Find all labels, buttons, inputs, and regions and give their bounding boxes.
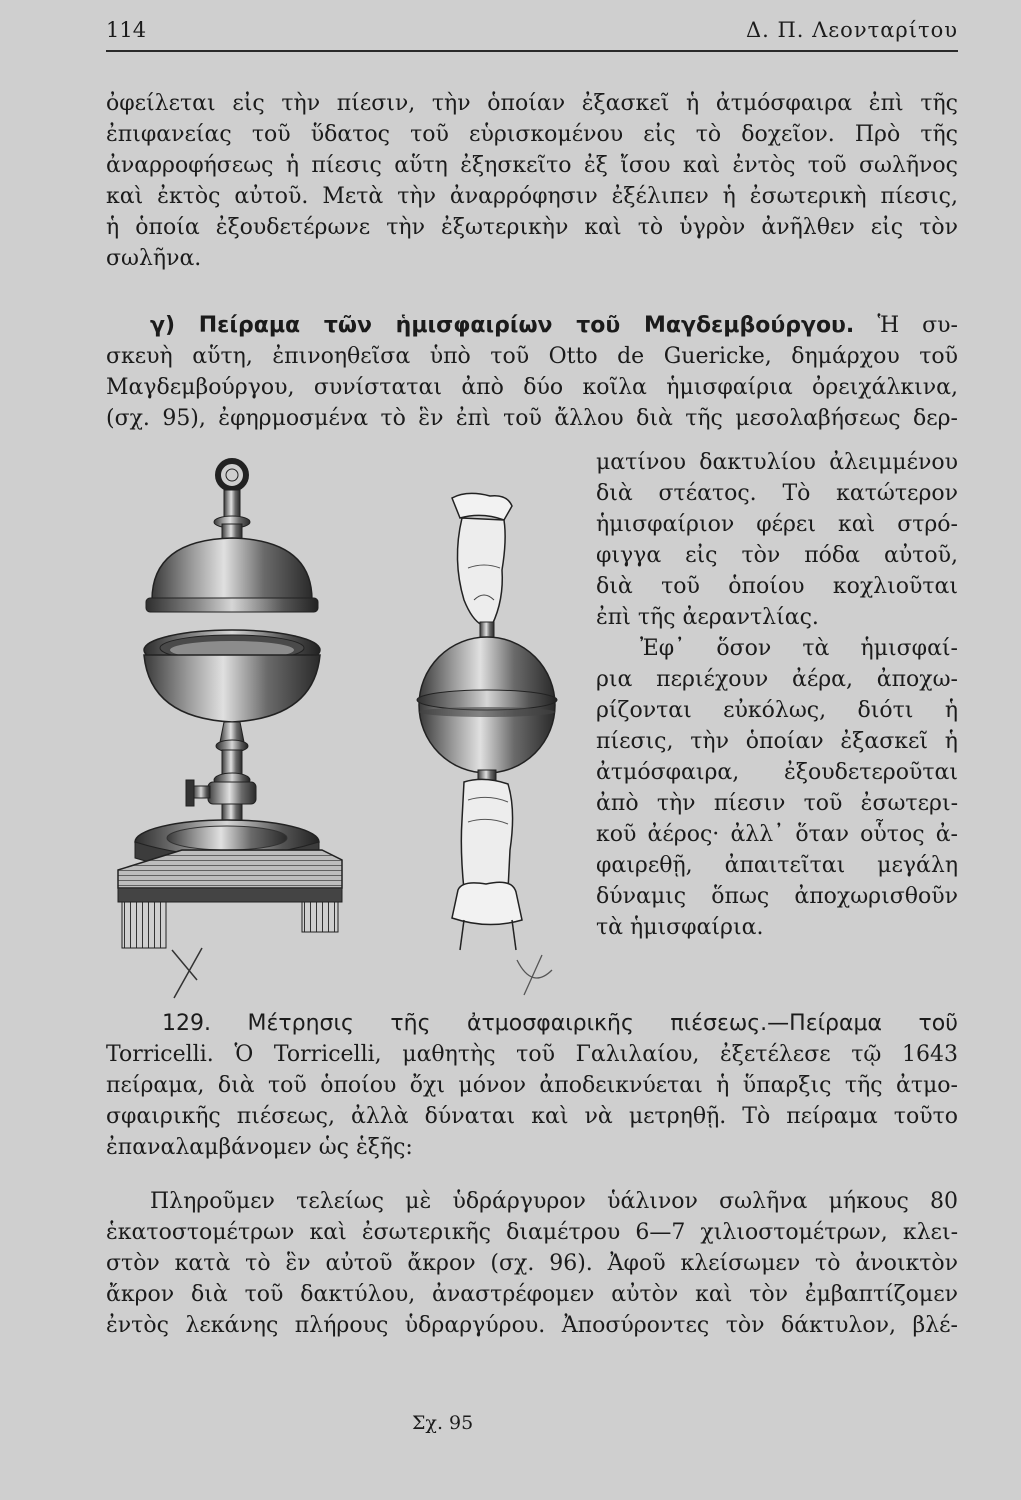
text-line: Μαγδεμβούργου, συνίσταται ἀπὸ δύο κοῖλα ἡμισφαίρια ὀρειχάλκινα, [106, 375, 958, 400]
text-line: φιγγα εἰς τὸν πόδα αὐτοῦ, [596, 543, 958, 568]
text-line: ἡμισφαίριον φέρει καὶ στρό- [596, 512, 958, 537]
text-line: ρια περιέχουν ἀέρα, ἀποχω- [596, 667, 958, 692]
page-header [106, 14, 958, 52]
text-line: στὸν κατὰ τὸ ἓν αὐτοῦ ἄκρον (σχ. 96). Ἀφοῦ κλείσωμεν τὸ ἀνοικτὸν [106, 1251, 958, 1276]
text-line: τὰ ἡμισφαίρια. [596, 915, 764, 940]
text-line: Πληροῦμεν τελείως μὲ ὑδράργυρον ὑάλινον σωλῆνα μήκους 80 [150, 1189, 958, 1214]
text-line: σωλῆνα. [106, 246, 202, 271]
text-line: ἐπιφανείας τοῦ ὕδατος τοῦ εὑρισκομένου εἰς τὸ δοχεῖον. Πρὸ τῆς [106, 122, 958, 147]
text-line-rest: Ἡ συ- [877, 313, 958, 338]
text-line: ἀναρροφήσεως ἡ πίεσις αὕτη ἐξησκεῖτο ἐξ ἴσου καὶ ἐντὸς τοῦ σωλῆνος [106, 153, 958, 178]
running-head-author: Δ. Π. Λεονταρίτου [745, 18, 958, 42]
paragraph-torricelli [106, 1186, 958, 1341]
text-line: πείραμα, διὰ τοῦ ὁποίου ὄχι μόνον ἀποδεικνύεται ἡ ὕπαρξις τῆς ἀτμο- [106, 1073, 958, 1098]
text-line: καὶ ἐκτὸς αὐτοῦ. Μετὰ τὴν ἀναρρόφησιν ἐξέλιπεν ἡ ἐσωτερικὴ πίεσις, [106, 184, 958, 209]
figure-caption: Σχ. 95 [412, 1412, 474, 1434]
section-heading-line [106, 310, 958, 341]
text-line: ρίζονται εὐκόλως, διότι ἡ [596, 698, 958, 723]
text-line: φαιρεθῇ, ἀπαιτεῖται μεγάλη [596, 853, 958, 878]
section-heading: γ) Πείραμα τῶν ἡμισφαιρίων τοῦ Μαγδεμβούργου. [150, 313, 855, 338]
text-line: ἐντὸς λεκάνης πλήρους ὑδραργύρου. Ἀποσύροντες τὸν δάκτυλον, βλέ- [106, 1313, 958, 1338]
text-line: πίεσις, τὴν ὁποίαν ἐξασκεῖ ἡ [596, 729, 958, 754]
text-line: διὰ στέατος. Τὸ κατώτερον [596, 481, 958, 506]
wrapped-text-column [596, 447, 958, 943]
text-line: ἄκρον διὰ τοῦ δακτύλου, ἀναστρέφομεν αὐτὸν καὶ τὸν ἐμβαπτίζομεν [106, 1282, 958, 1307]
text-line: ἑκατοστομέτρων καὶ ἐσωτερικῆς διαμέτρου 6—7 χιλιοστομέτρων, κλει- [106, 1220, 958, 1245]
paragraph-intro [106, 88, 958, 274]
text-line: ἡ ὁποία ἐξουδετέρωνε τὴν ἐξωτερικὴν καὶ τὸ ὑγρὸν ἀνῆλθεν εἰς τὸν [106, 215, 958, 240]
text-line: ἀπὸ τὴν πίεσιν τοῦ ἐσωτερι- [596, 791, 958, 816]
text-line: ματίνου δακτυλίου ἀλειμμένου [596, 450, 958, 475]
text-line: σκευὴ αὕτη, ἐπινοηθεῖσα ὑπὸ τοῦ Otto de Guericke, δημάρχου τοῦ [106, 344, 958, 369]
text-line: δύναμις ὅπως ἀποχωρισθοῦν [596, 884, 958, 909]
text-line: σφαιρικῆς πιέσεως, ἀλλὰ δύναται καὶ νὰ μετρηθῇ. Τὸ πείραμα τοῦτο [106, 1104, 958, 1129]
text-line: κοῦ ἀέρος· ἀλλ᾽ ὅταν οὗτος ἀ- [596, 822, 958, 847]
text-line: ἐπὶ τῆς ἀεραντλίας. [596, 605, 819, 630]
text-line: Ἐφ᾽ ὅσον τὰ ἡμισφαί- [640, 636, 958, 661]
section-129 [106, 1008, 958, 1163]
magdeburg-hemispheres-illustration [112, 450, 582, 1020]
text-line: ἐπαναλαμβάνομεν ὡς ἑξῆς: [106, 1135, 413, 1160]
text-line: (σχ. 95), ἐφηρμοσμένα τὸ ἓν ἐπὶ τοῦ ἄλλου διὰ τῆς μεσολαβήσεως δερ- [106, 406, 958, 431]
section-magdeburg [106, 310, 958, 434]
text-line: διὰ τοῦ ὁποίου κοχλιοῦται [596, 574, 958, 599]
text-line: Torricelli. Ὁ Torricelli, μαθητὴς τοῦ Γαλιλαίου, ἐξετέλεσε τῷ 1643 [106, 1042, 958, 1067]
page-number: 114 [106, 18, 147, 42]
section-heading: 129. Μέτρησις τῆς ἀτμοσφαιρικῆς πιέσεως.—Πείραμα τοῦ [162, 1011, 958, 1036]
text-line: ἀτμόσφαιρα, ἐξουδετεροῦται [596, 760, 958, 785]
text-line: ὀφείλεται εἰς τὴν πίεσιν, τὴν ὁποίαν ἐξασκεῖ ἡ ἀτμόσφαιρα ἐπὶ τῆς [106, 91, 958, 116]
